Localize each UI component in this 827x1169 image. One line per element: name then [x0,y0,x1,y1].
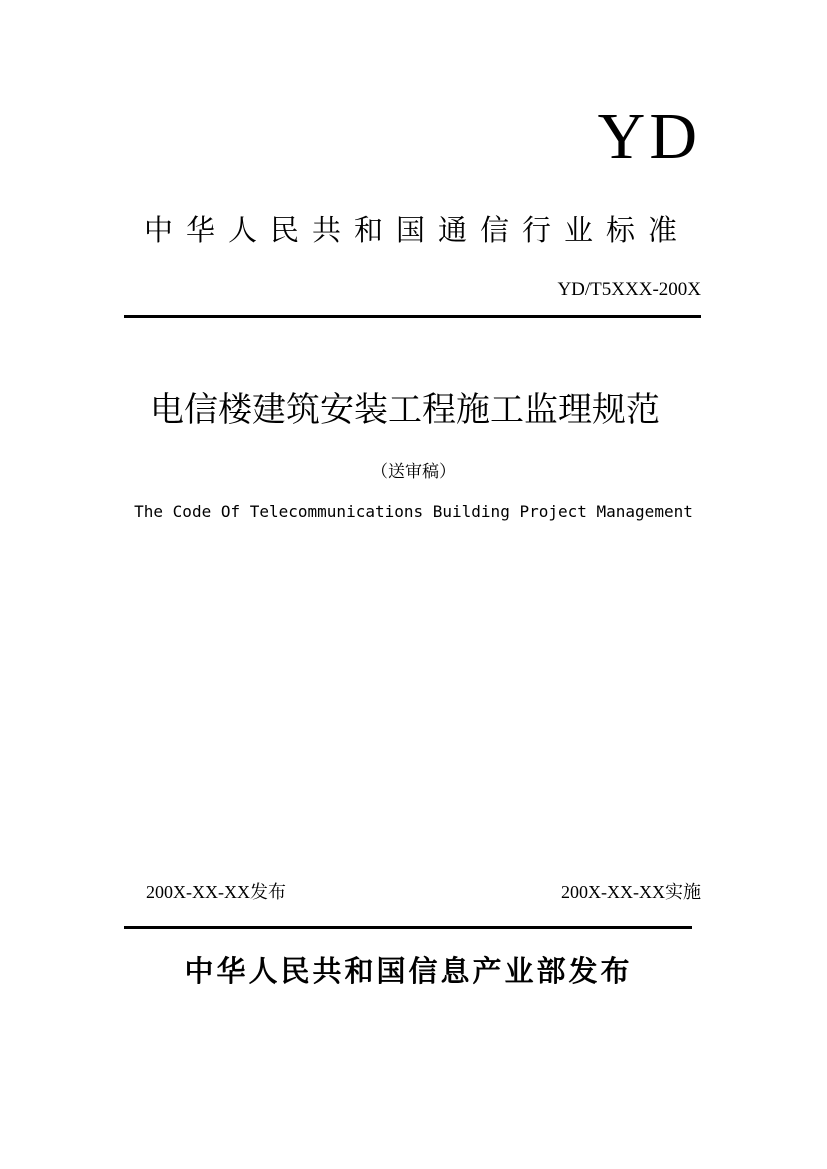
publisher: 中华人民共和国信息产业部发布 [184,954,633,988]
bottom-divider [124,926,692,929]
standard-code: YD/T5XXX-200X [557,279,701,300]
yd-logo: YD [597,100,701,173]
document-title-english: The Code Of Telecommunications Building Project Management [134,502,693,521]
publish-date: 200X-XX-XX发布 [146,882,286,902]
standard-organization: 中华人民共和国通信行业标准 [144,213,691,247]
top-divider [124,315,701,318]
effective-date: 200X-XX-XX实施 [561,882,701,902]
document-title: 电信楼建筑安装工程施工监理规范 [150,390,660,430]
document-status: （送审稿） [371,462,456,482]
